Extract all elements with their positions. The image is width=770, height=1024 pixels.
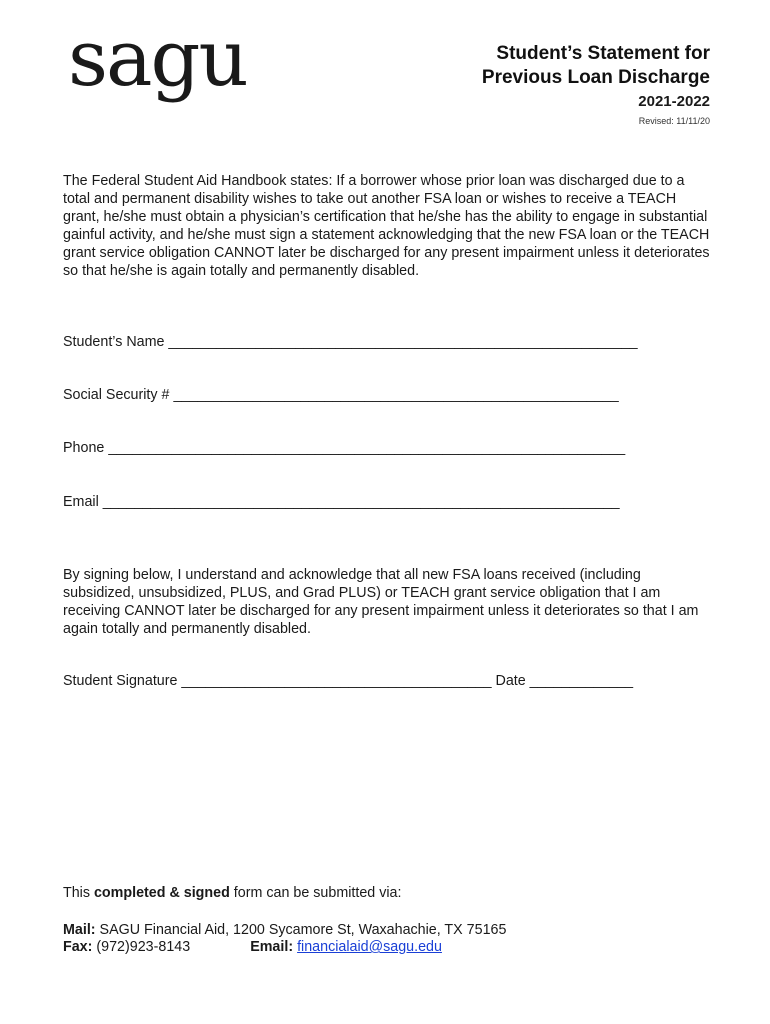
submission-intro [63, 885, 401, 901]
form-title-block [482, 42, 710, 126]
fax-email-row [63, 939, 506, 956]
form-title-line-2: Previous Loan Discharge [481, 67, 710, 88]
fax-label: Fax: [63, 939, 93, 955]
revised-date: Revised: 11/11/20 [638, 116, 710, 126]
form-title-line-1: Student’s Statement for [496, 43, 710, 64]
acknowledgement-statement: By signing below, I understand and acknowledge that all new FSA loans received (including subsidized, unsubsidized, PLUS, and Grad PLUS) or TEACH grant service obligation that I am receiving CANNOT later be discharged for any present impairment unless it deteriorates so that I am again totally and permanently disabled. [63, 567, 699, 637]
signature-date-field[interactable]: Student Signature _______________________________________ Date _____________ [63, 673, 634, 689]
mail-row [63, 922, 506, 939]
submission-intro-bold: completed & signed [93, 885, 230, 901]
submission-intro-prefix: This [63, 885, 94, 901]
email-field[interactable]: Email _________________________________________________________________ [63, 494, 620, 510]
social-security-field[interactable]: Social Security # ________________________________________________________ [63, 387, 619, 403]
fax-number: (972)923-8143 [92, 939, 191, 955]
contact-info [63, 922, 506, 956]
email-label: Email: [250, 939, 294, 955]
award-year: 2021-2022 [638, 93, 710, 110]
phone-field[interactable]: Phone _________________________________________________________________ [63, 440, 626, 456]
email-contact [250, 939, 442, 955]
mail-label: Mail: [63, 922, 96, 938]
mail-address: SAGU Financial Aid, 1200 Sycamore St, Waxahachie, TX 75165 [95, 922, 507, 938]
email-link[interactable]: financialaid@sagu.edu [297, 939, 442, 955]
handbook-statement: The Federal Student Aid Handbook states: If a borrower whose prior loan was discharged due to a total and permanent disability wishes to take out another FSA loan or wishes to receive a TEACH grant, he/she must obtain a physician’s certification that he/she has the ability to engage in substantial gainful activity, and he/she must sign a statement acknowledging that the new FSA loan or the TEACH grant service obligation CANNOT later be discharged for any present impairment unless it deteriorates so that he/she is again totally and permanently disabled. [63, 173, 710, 279]
student-name-field[interactable]: Student’s Name ___________________________________________________________ [63, 334, 638, 350]
sagu-logo: sagu [68, 14, 247, 104]
submission-intro-suffix: form can be submitted via: [229, 885, 402, 901]
